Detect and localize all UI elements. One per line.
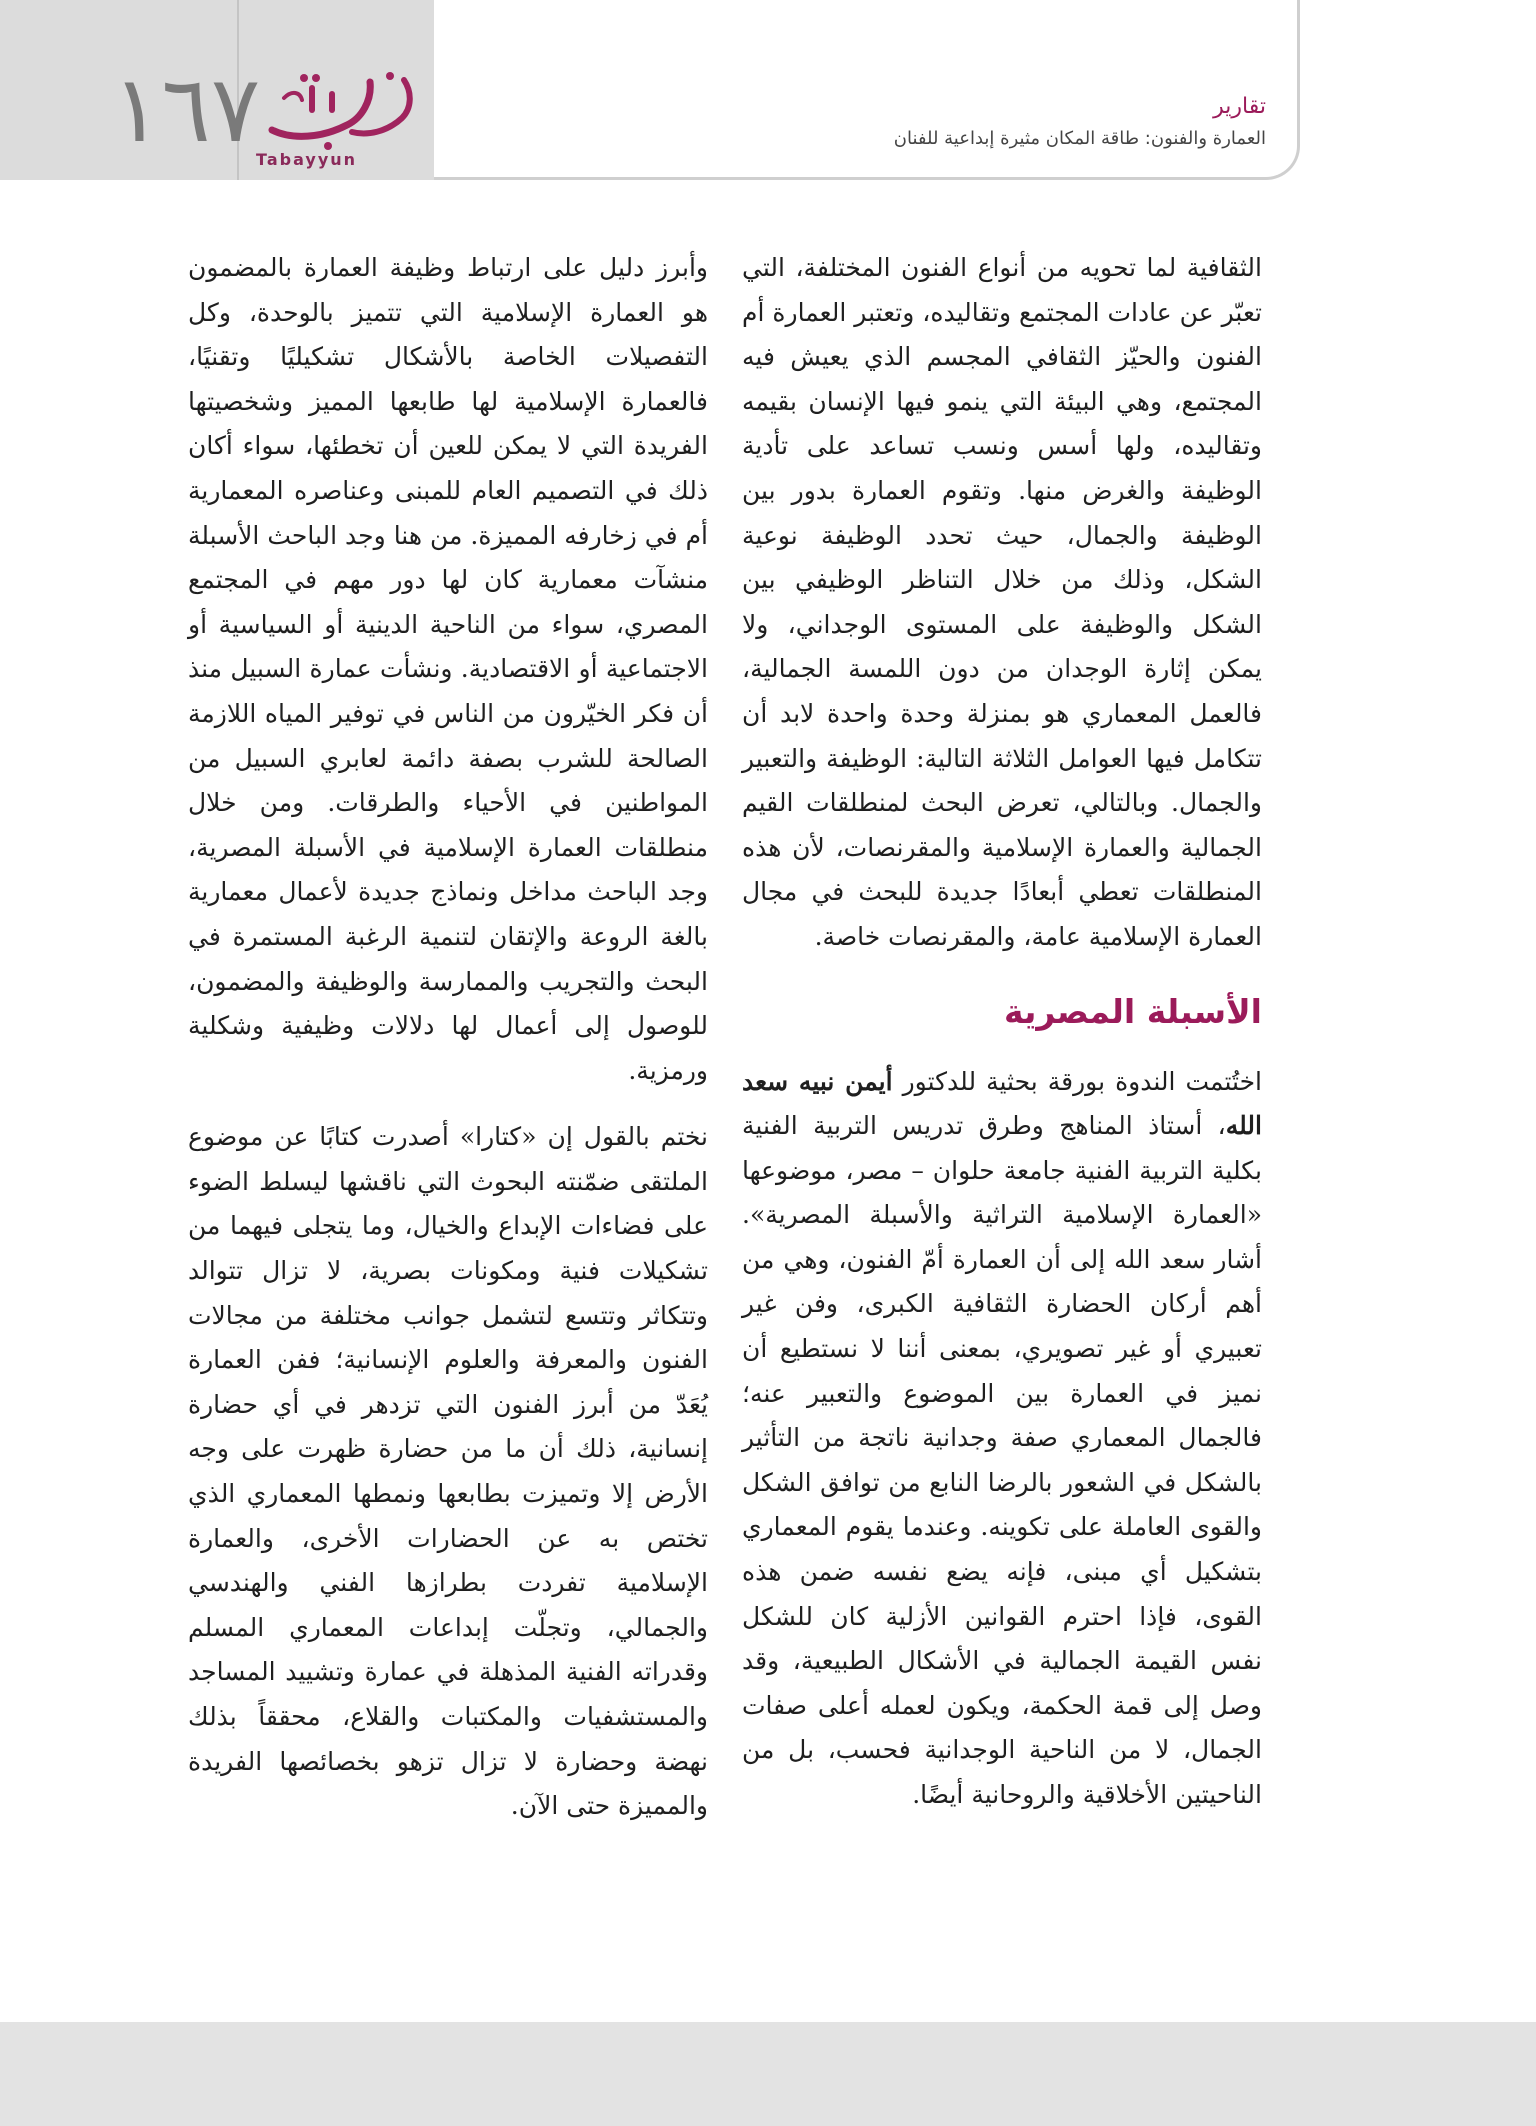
paragraph-intro: اختُتمت الندوة بورقة بحثية للدكتور: [902, 1066, 1262, 1096]
logo-latin-text: Tabayyun: [256, 150, 358, 169]
footer-band: [0, 2022, 1536, 2126]
section-heading: الأسبلة المصرية: [1003, 991, 1262, 1031]
article-subtitle: العمارة والفنون: طاقة المكان مثيرة إبداعية للفنان: [893, 128, 1266, 149]
right-paragraph-1: الثقافية لما تحويه من أنواع الفنون المختلفة، التي تعبّر عن عادات المجتمع وتقاليده، وتعتبر العمارة أم الفنون والحيّز الثقافي المجسم الذي يعيش فيه المجتمع، وهي البيئة التي ينمو فيها الإنسان بقيمه وتقاليده، ولها أسس ونسب تساعد على تأدية الوظيفة والغرض منها. وتقوم العمارة بدور بين الوظيفة والجمال، حيث تحدد الوظيفة نوعية الشكل، وذلك من خلال التناظر الوظيفي بين الشكل والوظيفة على المستوى الوجداني، ولا يمكن إثارة الوجدان من دون اللمسة الجمالية، فالعمل المعماري هو بمنزلة وحدة واحدة لابد أن تتكامل فيها العوامل الثلاثة التالية: الوظيفة والتعبير والجمال. وبالتالي، تعرض البحث لمنطلقات القيم الجمالية والعمارة الإسلامية والمقرنصات، لأن هذه المنطلقات تعطي أبعادًا جديدة للبحث في مجال العمارة الإسلامية عامة، والمقرنصات خاصة.: [742, 253, 1262, 951]
left-column: [188, 246, 708, 1829]
page-number: ١٦٧: [112, 56, 261, 163]
right-paragraph-2: [742, 1060, 1262, 1818]
paragraph-body: ، أستاذ المناهج وطرق تدريس التربية الفنية بكلية التربية الفنية جامعة حلوان – مصر، موضوعها «العمارة الإسلامية التراثية والأسبلة المصرية». أشار سعد الله إلى أن العمارة أمّ الفنون، وهي من أهم أركان الحضارة الثقافية الكبرى، وفن غير تعبيري أو غير تصويري، بمعنى أننا لا نستطيع أن نميز في العمارة بين الموضوع والتعبير عنه؛ فالجمال المعماري صفة وجدانية ناتجة من التأثير بالشكل في الشعور بالرضا النابع من توافق الشكل والقوى العاملة على تكوينه. وعندما يقوم المعماري بتشكيل أي مبنى، فإنه يضع نفسه ضمن هذه القوى، فإذا احترم القوانين الأزلية كان للشكل نفس القيمة الجمالية في الأشكال الطبيعية، وقد وصل إلى قمة الحكمة، ويكون لعمله أعلى صفات الجمال، لا من الناحية الوجدانية فحسب، بل من الناحيتين الأخلاقية والروحانية أيضًا.: [742, 1111, 1262, 1809]
left-paragraph-2: نختم بالقول إن «كتارا» أصدرت كتابًا عن موضوع الملتقى ضمّنته البحوث التي ناقشها ليسلط الضوء على فضاءات الإبداع والخيال، وما يتجلى فيهما من تشكيلات فنية ومكونات بصرية، لا تزال تتوالد وتتكاثر وتتسع لتشمل جوانب مختلفة من مجالات الفنون والمعرفة والعلوم الإنسانية؛ ففن العمارة يُعَدّ من أبرز الفنون التي تزدهر في أي حضارة إنسانية، ذلك أن ما من حضارة ظهرت على وجه الأرض إلا وتميزت بطابعها ونمطها المعماري الذي تختص به عن الحضارات الأخرى، والعمارة الإسلامية تفردت بطرازها الفني والهندسي والجمالي، وتجلّت إبداعات المعماري المسلم وقدراته الفنية المذهلة في عمارة وتشييد المساجد والمستشفيات والمكتبات والقلاع، محققاً بذلك نهضة وحضارة لا تزال تزهو بخصائصها الفريدة والمميزة حتى الآن.: [188, 1122, 708, 1821]
author-name: أيمن نبيه سعد الله: [742, 1066, 1262, 1141]
right-column: [742, 246, 1262, 1818]
logo-calligraphy-icon: [252, 70, 432, 150]
left-paragraph-1: وأبرز دليل على ارتباط وظيفة العمارة بالمضمون هو العمارة الإسلامية التي تتميز بالوحدة، وكل التفصيلات الخاصة بالأشكال تشكيليًا وتقنيًا، فالعمارة الإسلامية لها طابعها المميز وشخصيتها الفريدة التي لا يمكن للعين أن تخطئها، سواء أكان ذلك في التصميم العام للمبنى وعناصره المعمارية أم في زخارفه المميزة. من هنا وجد الباحث الأسبلة منشآت معمارية كان لها دور مهم في المجتمع المصري، سواء من الناحية الدينية أو السياسية أو الاجتماعية أو الاقتصادية. ونشأت عمارة السبيل منذ أن فكر الخيّرون من الناس في توفير المياه اللازمة الصالحة للشرب بصفة دائمة لعابري السبيل من المواطنين في الأحياء والطرقات. ومن خلال منطلقات العمارة الإسلامية في الأسبلة المصرية، وجد الباحث مداخل ونماذج جديدة لأعمال معمارية بالغة الروعة والإتقان لتنمية الرغبة المستمرة في البحث والتجريب والممارسة والوظيفة والمضمون، للوصول إلى أعمال لها دلالات وظيفية وشكلية ورمزية.: [188, 253, 708, 1085]
magazine-logo: [252, 70, 432, 180]
section-label: تقارير: [1213, 94, 1266, 119]
